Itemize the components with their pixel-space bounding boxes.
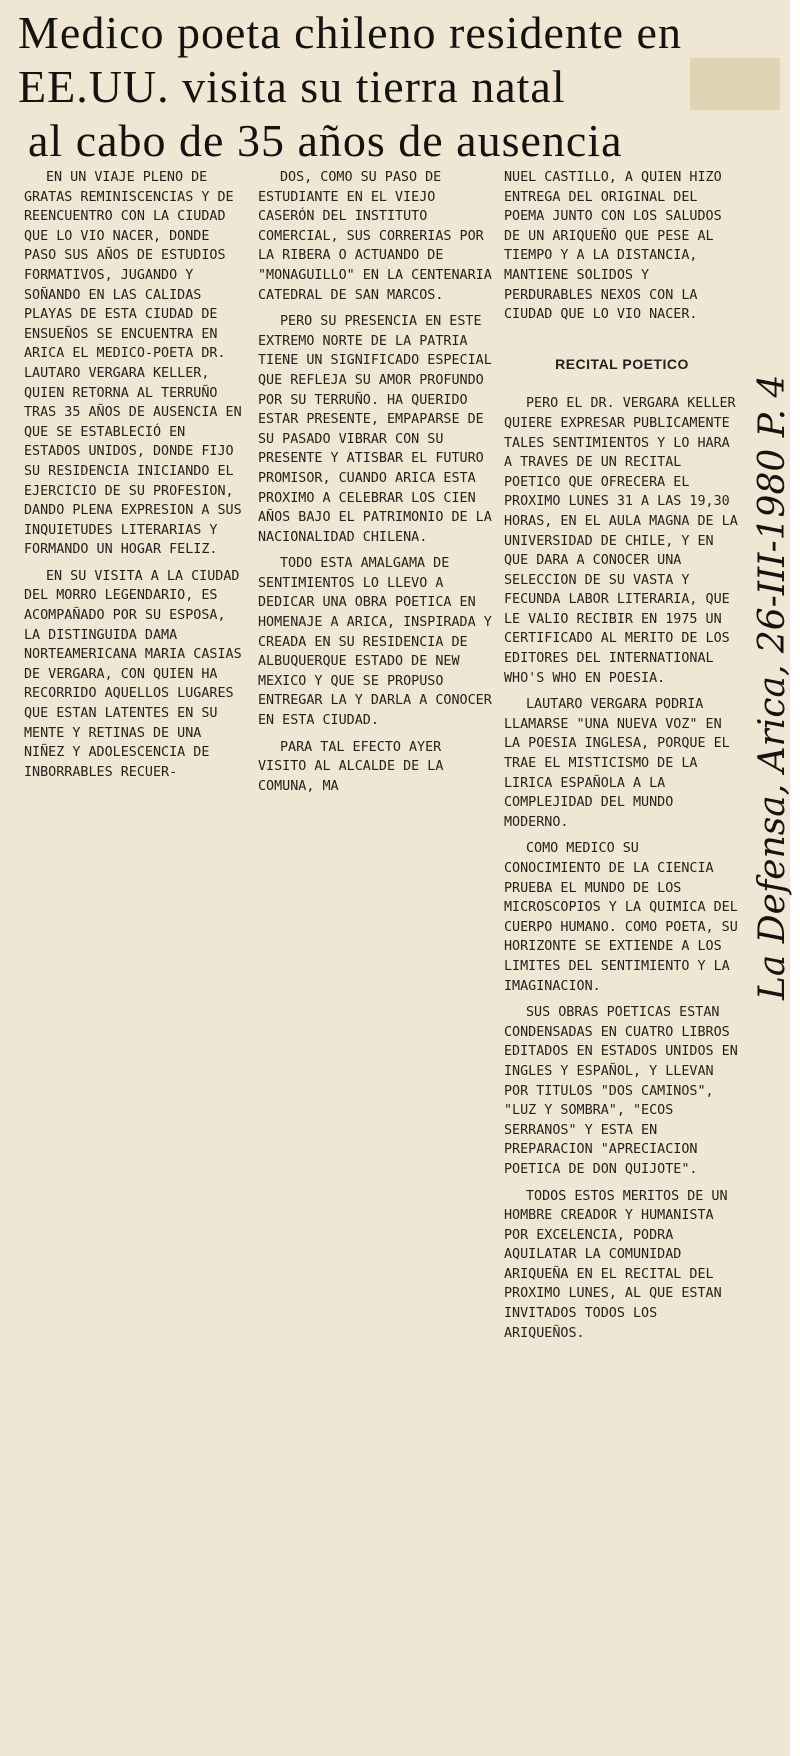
paragraph: TODO ESTA AMALGAMA DE SENTIMIENTOS LO LLEVO A DEDICAR UNA OBRA POETICA EN HOMENAJE A ARICA, INSPIRADA Y CREADA EN SU RESIDENCIA DE ALBUQUERQUE ESTADO DE NEW MEXICO Y QUE SE PROPUSO ENTREGAR LA Y DARLA A CONOCER EN ESTA CIUDAD. bbox=[258, 556, 492, 729]
article-column-1 bbox=[24, 168, 249, 789]
headline-line-1: Medico poeta chileno residente en bbox=[18, 7, 682, 58]
handwritten-source-note: La Defensa, Arica, 26-III-1980 P. 4 bbox=[752, 374, 793, 1000]
headline bbox=[18, 6, 778, 168]
paragraph: COMO MEDICO SU CONOCIMIENTO DE LA CIENCIA PRUEBA EL MUNDO DE LOS MICROSCOPIOS Y LA QUIMICA DEL CUERPO HUMANO. COMO POETA, SU HORIZONTE SE EXTIENDE A LOS LIMITES DEL SENTIMIENTO Y LA IMAGINACION. bbox=[504, 841, 738, 994]
headline-line-3: al cabo de 35 años de ausencia bbox=[28, 115, 623, 166]
section-subheading: RECITAL POETICO bbox=[555, 355, 689, 372]
paragraph: LAUTARO VERGARA PODRIA LLAMARSE "UNA NUEVA VOZ" EN LA POESIA INGLESA, PORQUE EL TRAE EL MISTICISMO DE LA LIRICA ESPAÑOLA A LA COMPLEJIDAD DEL MUNDO MODERNO. bbox=[504, 697, 730, 830]
article-column-2 bbox=[258, 168, 496, 803]
paragraph: PERO SU PRESENCIA EN ESTE EXTREMO NORTE DE LA PATRIA TIENE UN SIGNIFICADO ESPECIAL QUE REFLEJA SU AMOR PROFUNDO POR SU TERRUÑO. HA QUERIDO ESTAR PRESENTE, EMPAPARSE DE SU PASADO VIBRAR CON SU PRESENTE Y ATISBAR EL FUTURO PROMISOR, CUANDO ARICA ESTA PROXIMO A CELEBRAR LOS CIEN AÑOS BAJO EL PATRIMONIO DE LA NACIONALIDAD CHILENA. bbox=[258, 314, 492, 545]
paragraph: EN UN VIAJE PLENO DE GRATAS REMINISCENCIAS Y DE REENCUENTRO CON LA CIUDAD QUE LO VIO NACER, DONDE PASO SUS AÑOS DE ESTUDIOS FORMATIVOS, JUGANDO Y SOÑANDO EN LAS CALIDAS PLAYAS DE ESTA CIUDAD DE ENSUEÑOS SE ENCUENTRA EN ARICA EL MEDICO-POETA DR. LAUTARO VERGARA KELLER, QUIEN RETORNA AL TERRUÑO TRAS 35 AÑOS DE AUSENCIA EN QUE SE ESTABLECIÓ EN ESTADOS UNIDOS, DONDE FIJO SU RESIDENCIA INICIANDO EL EJERCICIO DE SU PROFESION, DANDO PLENA EXPRESION A SUS INQUIETUDES LITERARIAS Y FORMANDO UN HOGAR FELIZ. bbox=[24, 170, 242, 558]
article-column-3 bbox=[504, 168, 740, 1350]
paragraph: NUEL CASTILLO, A QUIEN HIZO ENTREGA DEL ORIGINAL DEL POEMA JUNTO CON LOS SALUDOS DE UN ARIQUEÑO QUE PESE AL TIEMPO Y A LA DISTANCIA, MANTIENE SOLIDOS Y PERDURABLES NEXOS CON LA CIUDAD QUE LO VIO NACER. bbox=[504, 170, 722, 323]
paragraph: SUS OBRAS POETICAS ESTAN CONDENSADAS EN CUATRO LIBROS EDITADOS EN ESTADOS UNIDOS EN INGLES Y ESPAÑOL, Y LLEVAN POR TITULOS "DOS CAMINOS", "LUZ Y SOMBRA", "ECOS SERRANOS" Y ESTA EN PREPARACION "APRECIACION POETICA DE DON QUIJOTE". bbox=[504, 1005, 738, 1177]
paragraph: PERO EL DR. VERGARA KELLER QUIERE EXPRESAR PUBLICAMENTE TALES SENTIMIENTOS Y LO HARA A TRAVES DE UN RECITAL POETICO QUE OFRECERA EL PROXIMO LUNES 31 A LAS 19,30 HORAS, EN EL AULA MAGNA DE LA UNIVERSIDAD DE CHILE, Y EN QUE DARA A CONOCER UNA SELECCION DE SU VASTA Y FECUNDA LABOR LITERARIA, QUE LE VALIO RECIBIR EN 1975 UN CERTIFICADO AL MERITO DE LOS EDITORES DEL INTERNATIONAL WHO'S WHO EN POESIA. bbox=[504, 396, 738, 686]
headline-line-2: EE.UU. visita su tierra natal bbox=[18, 61, 566, 112]
paragraph: DOS, COMO SU PASO DE ESTUDIANTE EN EL VIEJO CASERÓN DEL INSTITUTO COMERCIAL, SUS CORRERIAS POR LA RIBERA O ACTUANDO DE "MONAGUILLO" EN LA CENTENARIA CATEDRAL DE SAN MARCOS. bbox=[258, 170, 492, 303]
paragraph: TODOS ESTOS MERITOS DE UN HOMBRE CREADOR Y HUMANISTA POR EXCELENCIA, PODRA AQUILATAR LA COMUNIDAD ARIQUEÑA EN EL RECITAL DEL PROXIMO LUNES, AL QUE ESTAN INVITADOS TODOS LOS ARIQUEÑOS. bbox=[504, 1188, 728, 1341]
paragraph: EN SU VISITA A LA CIUDAD DEL MORRO LEGENDARIO, ES ACOMPAÑADO POR SU ESPOSA, LA DISTINGUIDA DAMA NORTEAMERICANA MARIA CASIAS DE VERGARA, CON QUIEN HA RECORRIDO AQUELLOS LUGARES QUE ESTAN LATENTES EN SU MENTE Y RETINAS DE UNA NIÑEZ Y ADOLESCENCIA DE INBORRABLES RECUER- bbox=[24, 568, 242, 780]
paragraph: PARA TAL EFECTO AYER VISITO AL ALCALDE DE LA COMUNA, MA bbox=[258, 739, 444, 794]
